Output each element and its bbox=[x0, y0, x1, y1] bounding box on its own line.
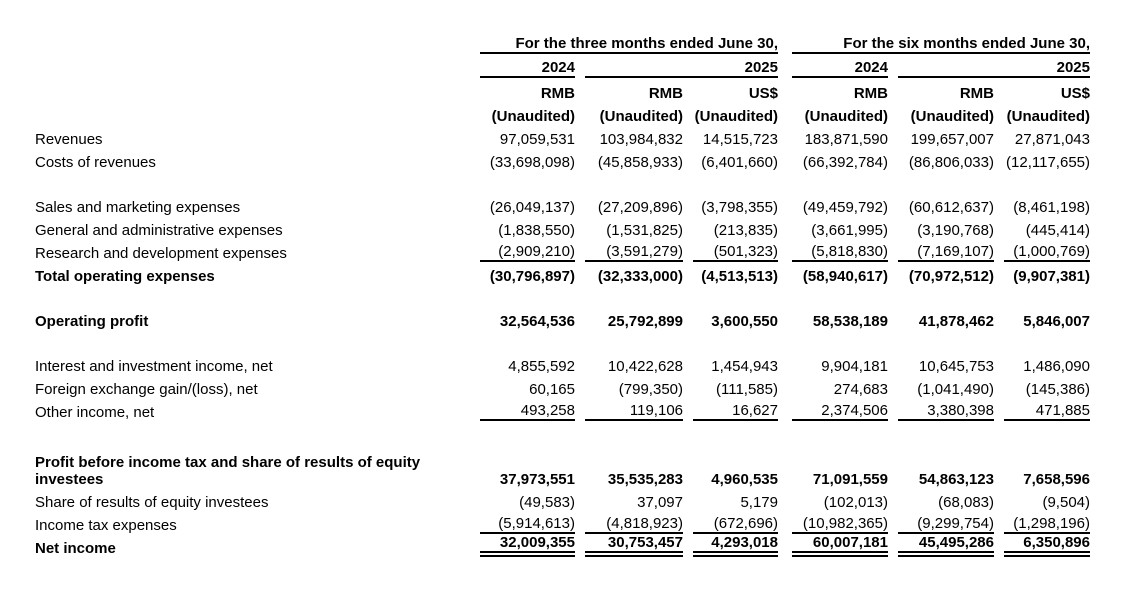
cell-value: 3,600,550 bbox=[711, 313, 778, 330]
cell-value: 60,007,181 bbox=[792, 534, 888, 557]
table-row bbox=[30, 148, 1090, 171]
spacer-row bbox=[30, 330, 1090, 352]
cell-value: 9,904,181 bbox=[821, 358, 888, 375]
table-row bbox=[30, 511, 1090, 534]
cell-value: (1,000,769) bbox=[1004, 243, 1090, 262]
cell-value: 41,878,462 bbox=[918, 313, 994, 330]
cell-value: 10,645,753 bbox=[918, 358, 994, 375]
cell-value: (33,698,098) bbox=[489, 154, 575, 171]
row-label: Research and development expenses bbox=[35, 245, 287, 262]
income-statement-table bbox=[30, 28, 1090, 557]
cell-value: (60,612,637) bbox=[908, 199, 994, 216]
cell-value: (9,907,381) bbox=[1013, 268, 1090, 285]
table-row bbox=[30, 443, 1090, 488]
row-label: Foreign exchange gain/(loss), net bbox=[35, 381, 258, 398]
row-label: Costs of revenues bbox=[35, 154, 156, 171]
year-header-3m-2025: 2025 bbox=[585, 59, 778, 78]
row-label: Revenues bbox=[35, 131, 103, 148]
table-row bbox=[30, 375, 1090, 398]
cell-value: (68,083) bbox=[938, 494, 994, 511]
table-row bbox=[30, 216, 1090, 239]
currency-header-rmb-1: RMB bbox=[540, 85, 575, 102]
table-row bbox=[30, 488, 1090, 511]
cell-value: (102,013) bbox=[823, 494, 888, 511]
cell-value: 2,374,506 bbox=[792, 402, 888, 421]
cell-value: 183,871,590 bbox=[804, 131, 888, 148]
cell-value: (26,049,137) bbox=[489, 199, 575, 216]
cell-value: 45,495,286 bbox=[898, 534, 994, 557]
table-row bbox=[30, 352, 1090, 375]
year-row bbox=[30, 54, 1090, 78]
cell-value: 58,538,189 bbox=[812, 313, 888, 330]
cell-value: (32,333,000) bbox=[597, 268, 683, 285]
cell-value: (445,414) bbox=[1025, 222, 1090, 239]
cell-value: 32,564,536 bbox=[499, 313, 575, 330]
cell-value: (49,459,792) bbox=[802, 199, 888, 216]
cell-value: (45,858,933) bbox=[597, 154, 683, 171]
spacer-row bbox=[30, 285, 1090, 307]
table-row bbox=[30, 239, 1090, 262]
cell-value: 71,091,559 bbox=[812, 471, 888, 488]
cell-value: (799,350) bbox=[618, 381, 683, 398]
spacer-row bbox=[30, 421, 1090, 443]
cell-value: 4,293,018 bbox=[693, 534, 778, 557]
cell-value: (4,513,513) bbox=[701, 268, 778, 285]
cell-value: 1,454,943 bbox=[711, 358, 778, 375]
row-label: Net income bbox=[35, 540, 116, 557]
cell-value: (1,041,490) bbox=[917, 381, 994, 398]
year-header-6m-2025: 2025 bbox=[898, 59, 1090, 78]
table-row bbox=[30, 193, 1090, 216]
currency-header-usd-1: US$ bbox=[748, 85, 778, 102]
row-label: Share of results of equity investees bbox=[35, 494, 269, 511]
unaudited-label: (Unaudited) bbox=[694, 108, 778, 125]
period-group-six-months: For the six months ended June 30, bbox=[792, 35, 1090, 54]
table-header bbox=[30, 28, 1090, 125]
cell-value: 25,792,899 bbox=[607, 313, 683, 330]
cell-value: (6,401,660) bbox=[701, 154, 778, 171]
cell-value: 30,753,457 bbox=[585, 534, 683, 557]
currency-header-rmb-2: RMB bbox=[648, 85, 683, 102]
cell-value: (58,940,617) bbox=[802, 268, 888, 285]
period-group-three-months: For the three months ended June 30, bbox=[480, 35, 778, 54]
cell-value: (12,117,655) bbox=[1006, 154, 1090, 171]
table-row bbox=[30, 307, 1090, 330]
unaudited-label: (Unaudited) bbox=[804, 108, 888, 125]
cell-value: 119,106 bbox=[585, 402, 683, 421]
row-label: Income tax expenses bbox=[35, 517, 177, 534]
cell-value: 274,683 bbox=[833, 381, 888, 398]
row-label: Total operating expenses bbox=[35, 268, 215, 285]
period-group-row bbox=[30, 28, 1090, 54]
cell-value: (4,818,923) bbox=[585, 515, 683, 534]
row-label: Sales and marketing expenses bbox=[35, 199, 241, 216]
currency-row bbox=[30, 78, 1090, 102]
unaudited-row bbox=[30, 102, 1090, 125]
table-row bbox=[30, 534, 1090, 557]
unaudited-label: (Unaudited) bbox=[910, 108, 994, 125]
cell-value: 471,885 bbox=[1004, 402, 1090, 421]
cell-value: 7,658,596 bbox=[1023, 471, 1090, 488]
cell-value: 103,984,832 bbox=[599, 131, 683, 148]
cell-value: (86,806,033) bbox=[908, 154, 994, 171]
cell-value: (501,323) bbox=[693, 243, 778, 262]
cell-value: (1,298,196) bbox=[1004, 515, 1090, 534]
cell-value: 10,422,628 bbox=[607, 358, 683, 375]
cell-value: 6,350,896 bbox=[1004, 534, 1090, 557]
cell-value: 3,380,398 bbox=[898, 402, 994, 421]
cell-value: (5,818,830) bbox=[792, 243, 888, 262]
cell-value: 60,165 bbox=[529, 381, 575, 398]
cell-value: 4,855,592 bbox=[508, 358, 575, 375]
cell-value: (7,169,107) bbox=[898, 243, 994, 262]
cell-value: 14,515,723 bbox=[702, 131, 778, 148]
spacer-cell bbox=[30, 421, 1090, 443]
cell-value: (8,461,198) bbox=[1013, 199, 1090, 216]
cell-value: (9,504) bbox=[1042, 494, 1090, 511]
row-label: Interest and investment income, net bbox=[35, 358, 273, 375]
cell-value: (672,696) bbox=[693, 515, 778, 534]
cell-value: (70,972,512) bbox=[908, 268, 994, 285]
cell-value: (2,909,210) bbox=[480, 243, 575, 262]
unaudited-label: (Unaudited) bbox=[1006, 108, 1090, 125]
spacer-cell bbox=[30, 330, 1090, 352]
table-row bbox=[30, 262, 1090, 285]
year-header-6m-2024: 2024 bbox=[792, 59, 888, 78]
unaudited-label: (Unaudited) bbox=[491, 108, 575, 125]
unaudited-label: (Unaudited) bbox=[599, 108, 683, 125]
cell-value: 97,059,531 bbox=[499, 131, 575, 148]
cell-value: (49,583) bbox=[519, 494, 575, 511]
table-body bbox=[30, 125, 1090, 557]
cell-value: 199,657,007 bbox=[910, 131, 994, 148]
cell-value: (5,914,613) bbox=[480, 515, 575, 534]
cell-value: (3,661,995) bbox=[811, 222, 888, 239]
cell-value: 35,535,283 bbox=[607, 471, 683, 488]
table-row bbox=[30, 125, 1090, 148]
cell-value: 1,486,090 bbox=[1023, 358, 1090, 375]
cell-value: 27,871,043 bbox=[1014, 131, 1090, 148]
row-label: General and administrative expenses bbox=[35, 222, 283, 239]
cell-value: (9,299,754) bbox=[898, 515, 994, 534]
cell-value: (10,982,365) bbox=[792, 515, 888, 534]
currency-header-rmb-3: RMB bbox=[853, 85, 888, 102]
header-spacer bbox=[30, 28, 470, 54]
cell-value: 16,627 bbox=[693, 402, 778, 421]
cell-value: 54,863,123 bbox=[918, 471, 994, 488]
cell-value: (3,798,355) bbox=[701, 199, 778, 216]
cell-value: 37,097 bbox=[637, 494, 683, 511]
cell-value: (3,190,768) bbox=[917, 222, 994, 239]
cell-value: 5,179 bbox=[740, 494, 778, 511]
spacer-cell bbox=[30, 171, 1090, 193]
row-label: Other income, net bbox=[35, 404, 155, 421]
cell-value: (30,796,897) bbox=[489, 268, 575, 285]
cell-value: (1,531,825) bbox=[606, 222, 683, 239]
currency-header-usd-2: US$ bbox=[1060, 85, 1090, 102]
cell-value: 37,973,551 bbox=[499, 471, 575, 488]
spacer-cell bbox=[30, 285, 1090, 307]
row-label: Operating profit bbox=[35, 313, 149, 330]
cell-value: (213,835) bbox=[713, 222, 778, 239]
cell-value: (27,209,896) bbox=[597, 199, 683, 216]
currency-header-rmb-4: RMB bbox=[959, 85, 994, 102]
cell-value: (111,585) bbox=[716, 381, 778, 398]
table-row bbox=[30, 398, 1090, 421]
cell-value: 4,960,535 bbox=[711, 471, 778, 488]
cell-value: (1,838,550) bbox=[498, 222, 575, 239]
cell-value: (3,591,279) bbox=[585, 243, 683, 262]
cell-value: (145,386) bbox=[1025, 381, 1090, 398]
spacer-row bbox=[30, 171, 1090, 193]
cell-value: 32,009,355 bbox=[480, 534, 575, 557]
cell-value: 5,846,007 bbox=[1023, 313, 1090, 330]
year-header-3m-2024: 2024 bbox=[480, 59, 575, 78]
cell-value: 493,258 bbox=[480, 402, 575, 421]
row-label: Profit before income tax and share of results of equity investees bbox=[35, 454, 421, 488]
cell-value: (66,392,784) bbox=[802, 154, 888, 171]
